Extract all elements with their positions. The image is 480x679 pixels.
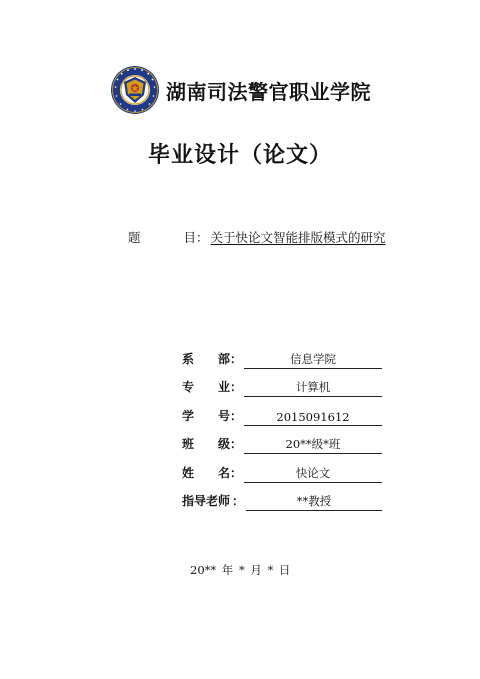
field-label-char: 班 <box>182 437 195 451</box>
topic-label <box>128 228 196 246</box>
field-department <box>182 340 382 369</box>
field-label-char: 系 <box>182 351 195 366</box>
field-label-char: 名 <box>217 465 230 480</box>
field-label <box>182 350 242 369</box>
field-label <box>182 378 242 397</box>
field-label-char: 姓 <box>182 465 195 480</box>
field-colon: ： <box>229 465 242 480</box>
field-label <box>182 464 242 483</box>
field-label-char: 号 <box>217 408 230 423</box>
date-line: 20** 年 * 月 * 日 <box>190 563 291 577</box>
field-colon: ： <box>229 408 242 423</box>
field-student-id <box>182 397 382 426</box>
field-value: 信息学院 <box>244 351 382 369</box>
field-label-char: 级 <box>217 437 230 451</box>
field-value: 20**级*班 <box>244 436 382 454</box>
header <box>110 62 371 118</box>
topic-value: 关于快论文智能排版模式的研究 <box>210 230 386 245</box>
field-label-char: 学 <box>182 408 195 423</box>
field-major <box>182 369 382 398</box>
field-class <box>182 426 382 455</box>
field-label-char: 专 <box>182 380 195 394</box>
field-label <box>182 492 244 511</box>
field-colon: ： <box>229 351 242 366</box>
topic-label-char-2: 目 <box>183 230 196 245</box>
topic-colon: ： <box>196 230 209 245</box>
college-emblem-icon <box>110 65 160 115</box>
field-value: **教授 <box>246 493 382 511</box>
field-label <box>182 435 242 454</box>
field-colon: ： <box>229 437 242 451</box>
topic-line <box>128 228 386 246</box>
field-value: 快论文 <box>244 465 382 483</box>
field-label-text: 指导老师 <box>182 494 231 508</box>
field-label-char: 业 <box>217 380 230 394</box>
field-advisor <box>182 483 382 512</box>
document-title: 毕业设计（论文） <box>148 143 333 168</box>
field-colon: ： <box>229 380 242 394</box>
field-label <box>182 407 242 426</box>
field-name <box>182 454 382 483</box>
field-colon: ： <box>231 494 244 508</box>
field-label-char: 部 <box>217 351 230 366</box>
info-fields <box>182 340 382 511</box>
field-value: 2015091612 <box>244 410 382 426</box>
institution-name: 湖南司法警官职业学院 <box>166 79 371 104</box>
topic-label-char-1: 题 <box>128 230 141 245</box>
field-value: 计算机 <box>244 379 382 397</box>
